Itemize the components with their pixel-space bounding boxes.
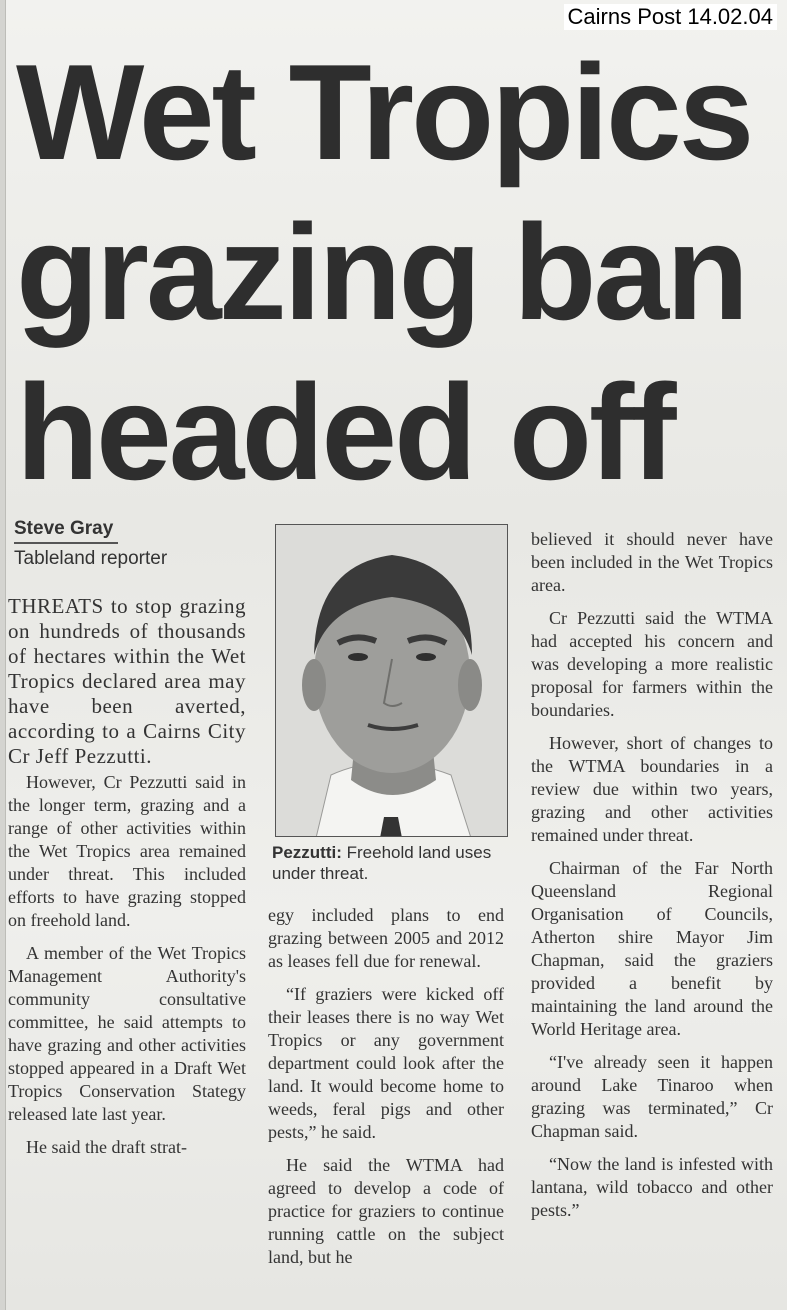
- paragraph: believed it should never have been included in the Wet Tropics area.: [531, 529, 773, 595]
- paragraph: However, short of changes to the WTMA boundaries in a review due within two years, grazing and other activities remained under threat.: [531, 733, 773, 845]
- paragraph: A member of the Wet Tropics Management Authority's community consultative committee, he said attempts to have grazing and other activities stopped appeared in a Draft Wet Tropics Conservation Stategy released late last year.: [8, 943, 246, 1124]
- paragraph: egy included plans to end grazing between 2005 and 2012 as leases fell due for renewal.: [268, 905, 504, 971]
- headline-line-3: headed off: [16, 356, 674, 508]
- headline-line-1: Wet Tropics: [16, 36, 752, 188]
- paragraph: “Now the land is infested with lantana, wild tobacco and other pests.”: [531, 1154, 773, 1220]
- photo-caption: [272, 842, 512, 884]
- lead-paragraph: THREATS to stop grazing on hundreds of thousands of hectares within the Wet Tropics declared area may have been averted, according to a Cairns City Cr Jeff Pezzutti.: [8, 594, 246, 768]
- paragraph: He said the draft strat-: [26, 1137, 187, 1157]
- article-column-1: [8, 594, 246, 1169]
- caption-name: Pezzutti:: [272, 843, 342, 862]
- byline-role: Tableland reporter: [14, 548, 168, 569]
- caption-text: Freehold land uses under threat.: [272, 843, 492, 883]
- page-fold: [0, 0, 6, 1310]
- paragraph: “I've already seen it happen around Lake Tinaroo when grazing was terminated,” Cr Chapman said.: [531, 1052, 773, 1141]
- article-column-2: [268, 904, 504, 1279]
- headline-line-2: grazing ban: [16, 196, 747, 348]
- byline: [14, 518, 167, 570]
- source-label: Cairns Post 14.02.04: [564, 4, 777, 30]
- portrait-icon: [276, 525, 508, 837]
- paragraph: Cr Pezzutti said the WTMA had accepted his concern and was developing a more realistic proposal for farmers within the boundaries.: [531, 608, 773, 720]
- headline: [16, 32, 781, 512]
- portrait-photo: [275, 524, 508, 837]
- paragraph: He said the WTMA had agreed to develop a code of practice for graziers to continue running cattle on the subject land, but he: [268, 1155, 504, 1267]
- byline-name: Steve Gray: [14, 518, 118, 544]
- paragraph: “If graziers were kicked off their leases there is no way Wet Tropics or any government department could look after the land. It would become home to weeds, feral pigs and other pests,” he said.: [268, 984, 504, 1142]
- paragraph: However, Cr Pezzutti said in the longer term, grazing and a range of other activities within the Wet Tropics area remained under threat. This included efforts to have grazing stopped on freehold land.: [8, 772, 246, 930]
- article-column-3: [531, 528, 773, 1232]
- paragraph: Chairman of the Far North Queensland Regional Organisation of Councils, Atherton shire Mayor Jim Chapman, said the graziers provided a benefit by maintaining the land around the World Heritage area.: [531, 858, 773, 1039]
